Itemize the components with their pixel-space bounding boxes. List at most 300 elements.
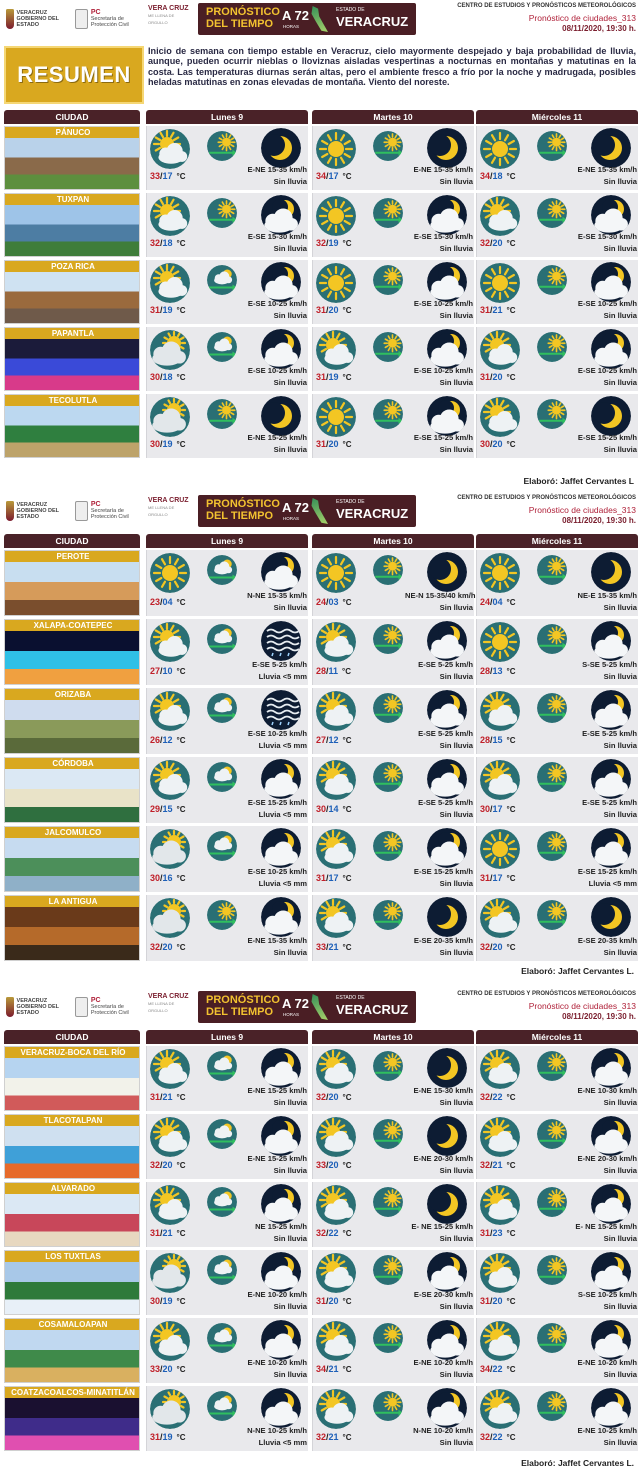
wind-forecast: E-SE 5-25 km/h (252, 660, 307, 669)
temperature (150, 1160, 186, 1170)
banner-title-line2: DEL TIEMPO (206, 1006, 274, 1018)
temp-unit: °C (342, 306, 352, 315)
min-temp: 17 (328, 171, 339, 181)
city-name: POZA RICA (5, 261, 140, 272)
temp-unit: °C (342, 943, 352, 952)
moon-cloud-icon (591, 195, 631, 235)
min-temp: 20 (162, 942, 173, 952)
sun-icon (316, 196, 356, 236)
day-forecast-cell (476, 550, 638, 616)
banner-estado-de: ESTADO DE (336, 7, 365, 13)
cloud-wind-icon (207, 1187, 237, 1217)
moon-icon (427, 1048, 467, 1088)
day-forecast-cell (312, 394, 474, 458)
temp-unit: °C (176, 943, 186, 952)
rain-forecast: Sin lluvia (273, 177, 307, 186)
day-forecast-cell (312, 688, 474, 754)
sun-cloud-icon (480, 1185, 520, 1225)
city-row (0, 1318, 640, 1383)
title-banner (198, 495, 416, 527)
temp-unit: °C (506, 667, 516, 676)
table-header (0, 1030, 640, 1044)
temperature (316, 873, 352, 883)
banner-title (206, 994, 280, 1018)
wind-forecast: E-SE 10-25 km/h (577, 366, 637, 375)
banner-title-line2: DEL TIEMPO (206, 18, 274, 30)
sun-cloud-icon (316, 1049, 356, 1089)
temp-separator: / (490, 439, 493, 449)
min-temp: 18 (492, 171, 503, 181)
max-temp: 31 (316, 439, 327, 449)
rain-forecast: Sin lluvia (603, 948, 637, 957)
banner-72: A 72 (282, 8, 309, 23)
cloud-wind-icon (207, 265, 237, 295)
temp-unit: °C (506, 306, 516, 315)
temperature (150, 305, 186, 315)
wind-forecast: E- NE 15-25 km/h (575, 1222, 637, 1231)
forecast-panel (0, 0, 640, 492)
sun-wind-icon (373, 693, 403, 723)
sun-cloud-icon (316, 1389, 356, 1429)
rain-forecast: Sin lluvia (439, 1234, 473, 1243)
temp-unit: °C (506, 1161, 516, 1170)
city-row (0, 1250, 640, 1315)
sun-icon (316, 553, 356, 593)
day-forecast-cell (312, 1182, 474, 1247)
sun-wind-icon (373, 555, 403, 585)
day-forecast-cell (312, 619, 474, 685)
min-temp: 19 (328, 238, 339, 248)
temperature (150, 1296, 186, 1306)
city-card (4, 126, 140, 190)
sun-cloud-icon (316, 1185, 356, 1225)
city-card (4, 757, 140, 823)
city-card (4, 1386, 140, 1451)
day-forecast-cell (146, 1250, 308, 1315)
temp-separator: / (326, 372, 329, 382)
max-temp: 27 (150, 666, 161, 676)
wind-forecast: E-SE 5-25 km/h (582, 798, 637, 807)
moon-cloud-icon (427, 1252, 467, 1292)
temp-unit: °C (506, 943, 516, 952)
moon-icon (591, 128, 631, 168)
wind-forecast: E-SE 10-25 km/h (247, 729, 307, 738)
proteccion-civil-logo-text (91, 502, 140, 520)
rain-forecast: Sin lluvia (603, 378, 637, 387)
min-temp: 20 (492, 238, 503, 248)
temperature (480, 1228, 516, 1238)
wind-forecast: E- NE 15-25 km/h (411, 1222, 473, 1231)
temperature (316, 372, 352, 382)
rain-forecast: Sin lluvia (603, 672, 637, 681)
min-temp: 22 (492, 1364, 503, 1374)
temperature (316, 804, 352, 814)
sun-wind-icon (373, 399, 403, 429)
column-ciudad: CIUDAD (4, 1030, 140, 1044)
temp-unit: °C (342, 1433, 352, 1442)
max-temp: 30 (480, 439, 491, 449)
day-forecast-cell (146, 757, 308, 823)
temp-separator: / (326, 1296, 329, 1306)
city-photo (5, 1262, 140, 1314)
temp-unit: °C (506, 874, 516, 883)
sun-wind-icon (373, 198, 403, 228)
veracruz-brand-text: VERA CRUZ (148, 993, 189, 1000)
sun-wind-icon (537, 131, 567, 161)
gobierno-logo-text: VERACRUZ GOBIERNO DEL ESTADO (16, 502, 59, 520)
temp-separator: / (160, 305, 163, 315)
city-row (0, 757, 640, 823)
wind-forecast: N-NE 10-20 km/h (413, 1426, 473, 1435)
day-forecast-cell (312, 260, 474, 324)
column-day: Lunes 9 (146, 1030, 308, 1044)
rain-forecast: Sin lluvia (273, 1166, 307, 1175)
rain-forecast: Sin lluvia (603, 1098, 637, 1107)
sun-icon (150, 553, 190, 593)
column-day: Lunes 9 (146, 534, 308, 548)
wind-forecast: N-NE 15-35 km/h (247, 591, 307, 600)
max-temp: 33 (150, 1364, 161, 1374)
min-temp: 17 (492, 873, 503, 883)
city-card (4, 260, 140, 324)
rain-forecast: Sin lluvia (439, 244, 473, 253)
temp-separator: / (490, 1228, 493, 1238)
cloud-wind-icon (207, 555, 237, 585)
max-temp: 31 (480, 1296, 491, 1306)
resumen-label: RESUMEN (17, 62, 131, 87)
temp-separator: / (490, 1092, 493, 1102)
city-name: LA ANTIGUA (5, 896, 140, 907)
moon-cloud-icon (591, 1116, 631, 1156)
wind-forecast: E-NE 15-35 km/h (247, 165, 307, 174)
wind-forecast: E-SE 10-25 km/h (247, 867, 307, 876)
moon-cloud-icon (261, 329, 301, 369)
sun-icon (316, 129, 356, 169)
rain-forecast: Sin lluvia (603, 1438, 637, 1447)
wind-forecast: E-NE 10-20 km/h (577, 1358, 637, 1367)
column-ciudad: CIUDAD (4, 534, 140, 548)
city-name: COSAMALOAPAN (5, 1319, 140, 1330)
rain-forecast: Sin lluvia (603, 1370, 637, 1379)
rain-forecast: Sin lluvia (439, 1438, 473, 1447)
city-row (0, 1114, 640, 1179)
temp-unit: °C (506, 373, 516, 382)
moon-cloud-icon (427, 329, 467, 369)
min-temp: 20 (328, 1092, 339, 1102)
veracruz-brand-text: VERA CRUZ (148, 5, 189, 12)
min-temp: 17 (328, 873, 339, 883)
column-day: Martes 10 (312, 1030, 474, 1044)
sun-cloud-icon (316, 760, 356, 800)
proteccion-civil-badge-icon (75, 501, 88, 521)
temp-unit: °C (176, 1093, 186, 1102)
max-temp: 32 (150, 238, 161, 248)
veracruz-brand-text: VERA CRUZ (148, 497, 189, 504)
min-temp: 12 (328, 735, 339, 745)
rain-forecast: Sin lluvia (273, 378, 307, 387)
rain-forecast: Sin lluvia (273, 603, 307, 612)
temp-unit: °C (342, 1093, 352, 1102)
wind-forecast: S-SE 10-25 km/h (577, 1290, 637, 1299)
min-temp: 18 (162, 372, 173, 382)
temp-unit: °C (342, 1365, 352, 1374)
gobierno-logo (6, 994, 66, 1020)
proteccion-civil-logo (75, 498, 140, 524)
sun-wind-icon (373, 265, 403, 295)
min-temp: 20 (162, 1364, 173, 1374)
title-banner (198, 991, 416, 1023)
temperature (480, 1296, 516, 1306)
proteccion-civil-subtitle: Secretaría de Protección Civil (90, 508, 129, 520)
temp-unit: °C (176, 1161, 186, 1170)
elaborado-por: Elaboró: Jaffet Cervantes L. (521, 1458, 634, 1468)
forecast-panel (0, 988, 640, 1476)
moon-cloud-icon (427, 759, 467, 799)
city-card (4, 1250, 140, 1315)
max-temp: 31 (480, 305, 491, 315)
moon-cloud-icon (427, 690, 467, 730)
veracruz-brand-slogan: ME LLENA DE ORGULLO (148, 13, 175, 25)
min-temp: 20 (328, 1160, 339, 1170)
temperature (150, 372, 186, 382)
veracruz-brand-slogan: ME LLENA DE ORGULLO (148, 505, 175, 517)
moon-cloud-icon (427, 828, 467, 868)
temp-unit: °C (506, 1093, 516, 1102)
column-day: Martes 10 (312, 110, 474, 124)
city-row (0, 126, 640, 190)
max-temp: 31 (480, 873, 491, 883)
proteccion-civil-logo (75, 994, 140, 1020)
wind-forecast: E-NE 10-25 km/h (577, 1426, 637, 1435)
moon-cloud-icon (591, 1320, 631, 1360)
day-forecast-cell (146, 1114, 308, 1179)
min-temp: 20 (492, 1296, 503, 1306)
max-temp: 26 (150, 735, 161, 745)
moon-cloud-icon (261, 552, 301, 592)
day-forecast-cell (476, 193, 638, 257)
city-photo (5, 205, 140, 256)
city-photo (5, 631, 140, 684)
sun-wind-icon (373, 1391, 403, 1421)
sun-wind-icon (537, 265, 567, 295)
temperature (150, 735, 186, 745)
day-forecast-cell (312, 1386, 474, 1451)
temp-separator: / (160, 439, 163, 449)
page-header (0, 988, 640, 1026)
city-name: ORIZABA (5, 689, 140, 700)
temp-separator: / (326, 666, 329, 676)
temperature (150, 804, 186, 814)
sun-cloud-icon (480, 1321, 520, 1361)
rain-forecast: Lluvia <5 mm (258, 1438, 307, 1447)
day-forecast-cell (312, 757, 474, 823)
temp-unit: °C (176, 1433, 186, 1442)
day-forecast-cell (312, 327, 474, 391)
proteccion-civil-title: PC (90, 997, 101, 1004)
sun-wind-icon (537, 555, 567, 585)
temp-separator: / (490, 597, 493, 607)
min-temp: 12 (162, 735, 173, 745)
moon-cloud-icon (261, 1116, 301, 1156)
city-card (4, 327, 140, 391)
day-forecast-cell (146, 394, 308, 458)
banner-hours: HORAS (283, 1012, 300, 1017)
centro-label: CENTRO DE ESTUDIOS Y PRONÓSTICOS METEOROLÓGICOS (457, 495, 636, 501)
temperature (150, 942, 186, 952)
temperature (316, 238, 352, 248)
max-temp: 30 (150, 372, 161, 382)
sun-cloud-icon (150, 1185, 190, 1225)
temp-separator: / (326, 1432, 329, 1442)
temp-separator: / (490, 238, 493, 248)
temperature (480, 597, 516, 607)
sun-wind-icon (207, 131, 237, 161)
day-forecast-cell (476, 327, 638, 391)
wind-forecast: E-NE 15-30 km/h (413, 1086, 473, 1095)
veracruz-brand-logo (148, 497, 194, 525)
wind-forecast: N-NE 10-25 km/h (247, 1426, 307, 1435)
moon-cloud-icon (261, 1184, 301, 1224)
sun-wind-icon (537, 1119, 567, 1149)
temp-separator: / (160, 1296, 163, 1306)
proteccion-civil-subtitle: Secretaría de Protección Civil (90, 1004, 129, 1016)
temperature (316, 942, 352, 952)
temperature (480, 1364, 516, 1374)
temp-unit: °C (342, 598, 352, 607)
max-temp: 31 (150, 1228, 161, 1238)
banner-veracruz: VERACRUZ (336, 1002, 409, 1017)
temperature (316, 735, 352, 745)
city-card (4, 895, 140, 961)
wind-forecast: E-SE 10-25 km/h (577, 299, 637, 308)
city-row (0, 895, 640, 961)
wind-forecast: E-NE 10-20 km/h (247, 1358, 307, 1367)
temp-unit: °C (342, 239, 352, 248)
city-photo (5, 769, 140, 822)
temperature (480, 1092, 516, 1102)
temp-separator: / (490, 735, 493, 745)
city-photo (5, 1194, 140, 1246)
moon-cloud-icon (261, 828, 301, 868)
sun-cloud-icon (150, 196, 190, 236)
fog-rain-icon (261, 690, 301, 730)
rain-forecast: Sin lluvia (439, 879, 473, 888)
cloud-wind-icon (207, 1255, 237, 1285)
rain-forecast: Sin lluvia (603, 810, 637, 819)
day-forecast-cell (312, 550, 474, 616)
temp-unit: °C (506, 805, 516, 814)
max-temp: 28 (316, 666, 327, 676)
temperature (150, 597, 186, 607)
city-name: CÓRDOBA (5, 758, 140, 769)
temperature (480, 171, 516, 181)
temp-unit: °C (176, 172, 186, 181)
temp-separator: / (160, 804, 163, 814)
sun-wind-icon (373, 900, 403, 930)
city-name: JALCOMULCO (5, 827, 140, 838)
proteccion-civil-badge-icon (75, 9, 88, 29)
city-card (4, 193, 140, 257)
max-temp: 32 (316, 1432, 327, 1442)
city-card (4, 550, 140, 616)
wind-forecast: E-SE 20-30 km/h (413, 1290, 473, 1299)
temp-separator: / (490, 1160, 493, 1170)
max-temp: 32 (150, 942, 161, 952)
sun-wind-icon (373, 131, 403, 161)
day-forecast-cell (312, 895, 474, 961)
temp-unit: °C (506, 1365, 516, 1374)
sun-wind-icon (373, 1187, 403, 1217)
sun-cloud-icon (150, 1049, 190, 1089)
city-name: TECOLUTLA (5, 395, 140, 406)
wind-forecast: E-NE 10-30 km/h (577, 1086, 637, 1095)
sun-wind-icon (373, 1051, 403, 1081)
temp-separator: / (490, 171, 493, 181)
moon-cloud-icon (591, 1252, 631, 1292)
temp-separator: / (326, 171, 329, 181)
day-forecast-cell (146, 550, 308, 616)
rain-forecast: Sin lluvia (273, 1302, 307, 1311)
temp-separator: / (160, 597, 163, 607)
city-card (4, 619, 140, 685)
resumen-text: Inicio de semana con tiempo estable en Veracruz, cielo mayormente despejado y baja probabilidad de lluvia, aunque, pueden ocurrir nieblas o lloviznas aisladas vespertinas a nocturnas en montañas y matutinas en la costa. Las temperaturas diurnas serán altas, pero el ambiente fresco a frío por la noche y madrugada, posibles heladas matutinas en zonas elevadas de montaña. Viento del noreste. (148, 46, 636, 88)
city-name: LOS TUXTLAS (5, 1251, 140, 1262)
wind-forecast: E-NE 15-25 km/h (247, 1154, 307, 1163)
min-temp: 16 (162, 873, 173, 883)
banner-72: A 72 (282, 500, 309, 515)
day-forecast-cell (146, 826, 308, 892)
moon-icon (591, 897, 631, 937)
day-forecast-cell (476, 394, 638, 458)
moon-cloud-icon (261, 1048, 301, 1088)
temperature (316, 1092, 352, 1102)
sun-wind-icon (537, 1391, 567, 1421)
min-temp: 20 (492, 942, 503, 952)
sun-wind-icon (207, 198, 237, 228)
temp-separator: / (160, 1364, 163, 1374)
veracruz-shield-icon (6, 9, 14, 29)
resumen-section (0, 44, 640, 106)
wind-forecast: E-NE 10-20 km/h (247, 1290, 307, 1299)
min-temp: 19 (162, 305, 173, 315)
proteccion-civil-title: PC (90, 501, 101, 508)
min-temp: 11 (328, 666, 339, 676)
max-temp: 24 (480, 597, 491, 607)
city-photo (5, 1058, 140, 1110)
cloud-wind-icon (207, 332, 237, 362)
sun-cloud-icon (316, 1253, 356, 1293)
city-row (0, 394, 640, 458)
min-temp: 19 (328, 372, 339, 382)
banner-hours: HORAS (283, 516, 300, 521)
temp-separator: / (326, 597, 329, 607)
moon-icon (261, 128, 301, 168)
cloud-sun-icon (150, 1389, 190, 1429)
min-temp: 21 (328, 1432, 339, 1442)
day-forecast-cell (476, 1046, 638, 1111)
sun-cloud-icon (480, 196, 520, 236)
day-forecast-cell (476, 619, 638, 685)
rain-forecast: Sin lluvia (439, 1098, 473, 1107)
min-temp: 20 (492, 439, 503, 449)
banner-title-line1: PRONÓSTICO (206, 6, 280, 18)
temp-separator: / (326, 1364, 329, 1374)
min-temp: 20 (328, 439, 339, 449)
cloud-wind-icon (207, 831, 237, 861)
wind-forecast: NE-E 15-35 km/h (577, 591, 637, 600)
sun-wind-icon (373, 1255, 403, 1285)
sun-icon (480, 829, 520, 869)
